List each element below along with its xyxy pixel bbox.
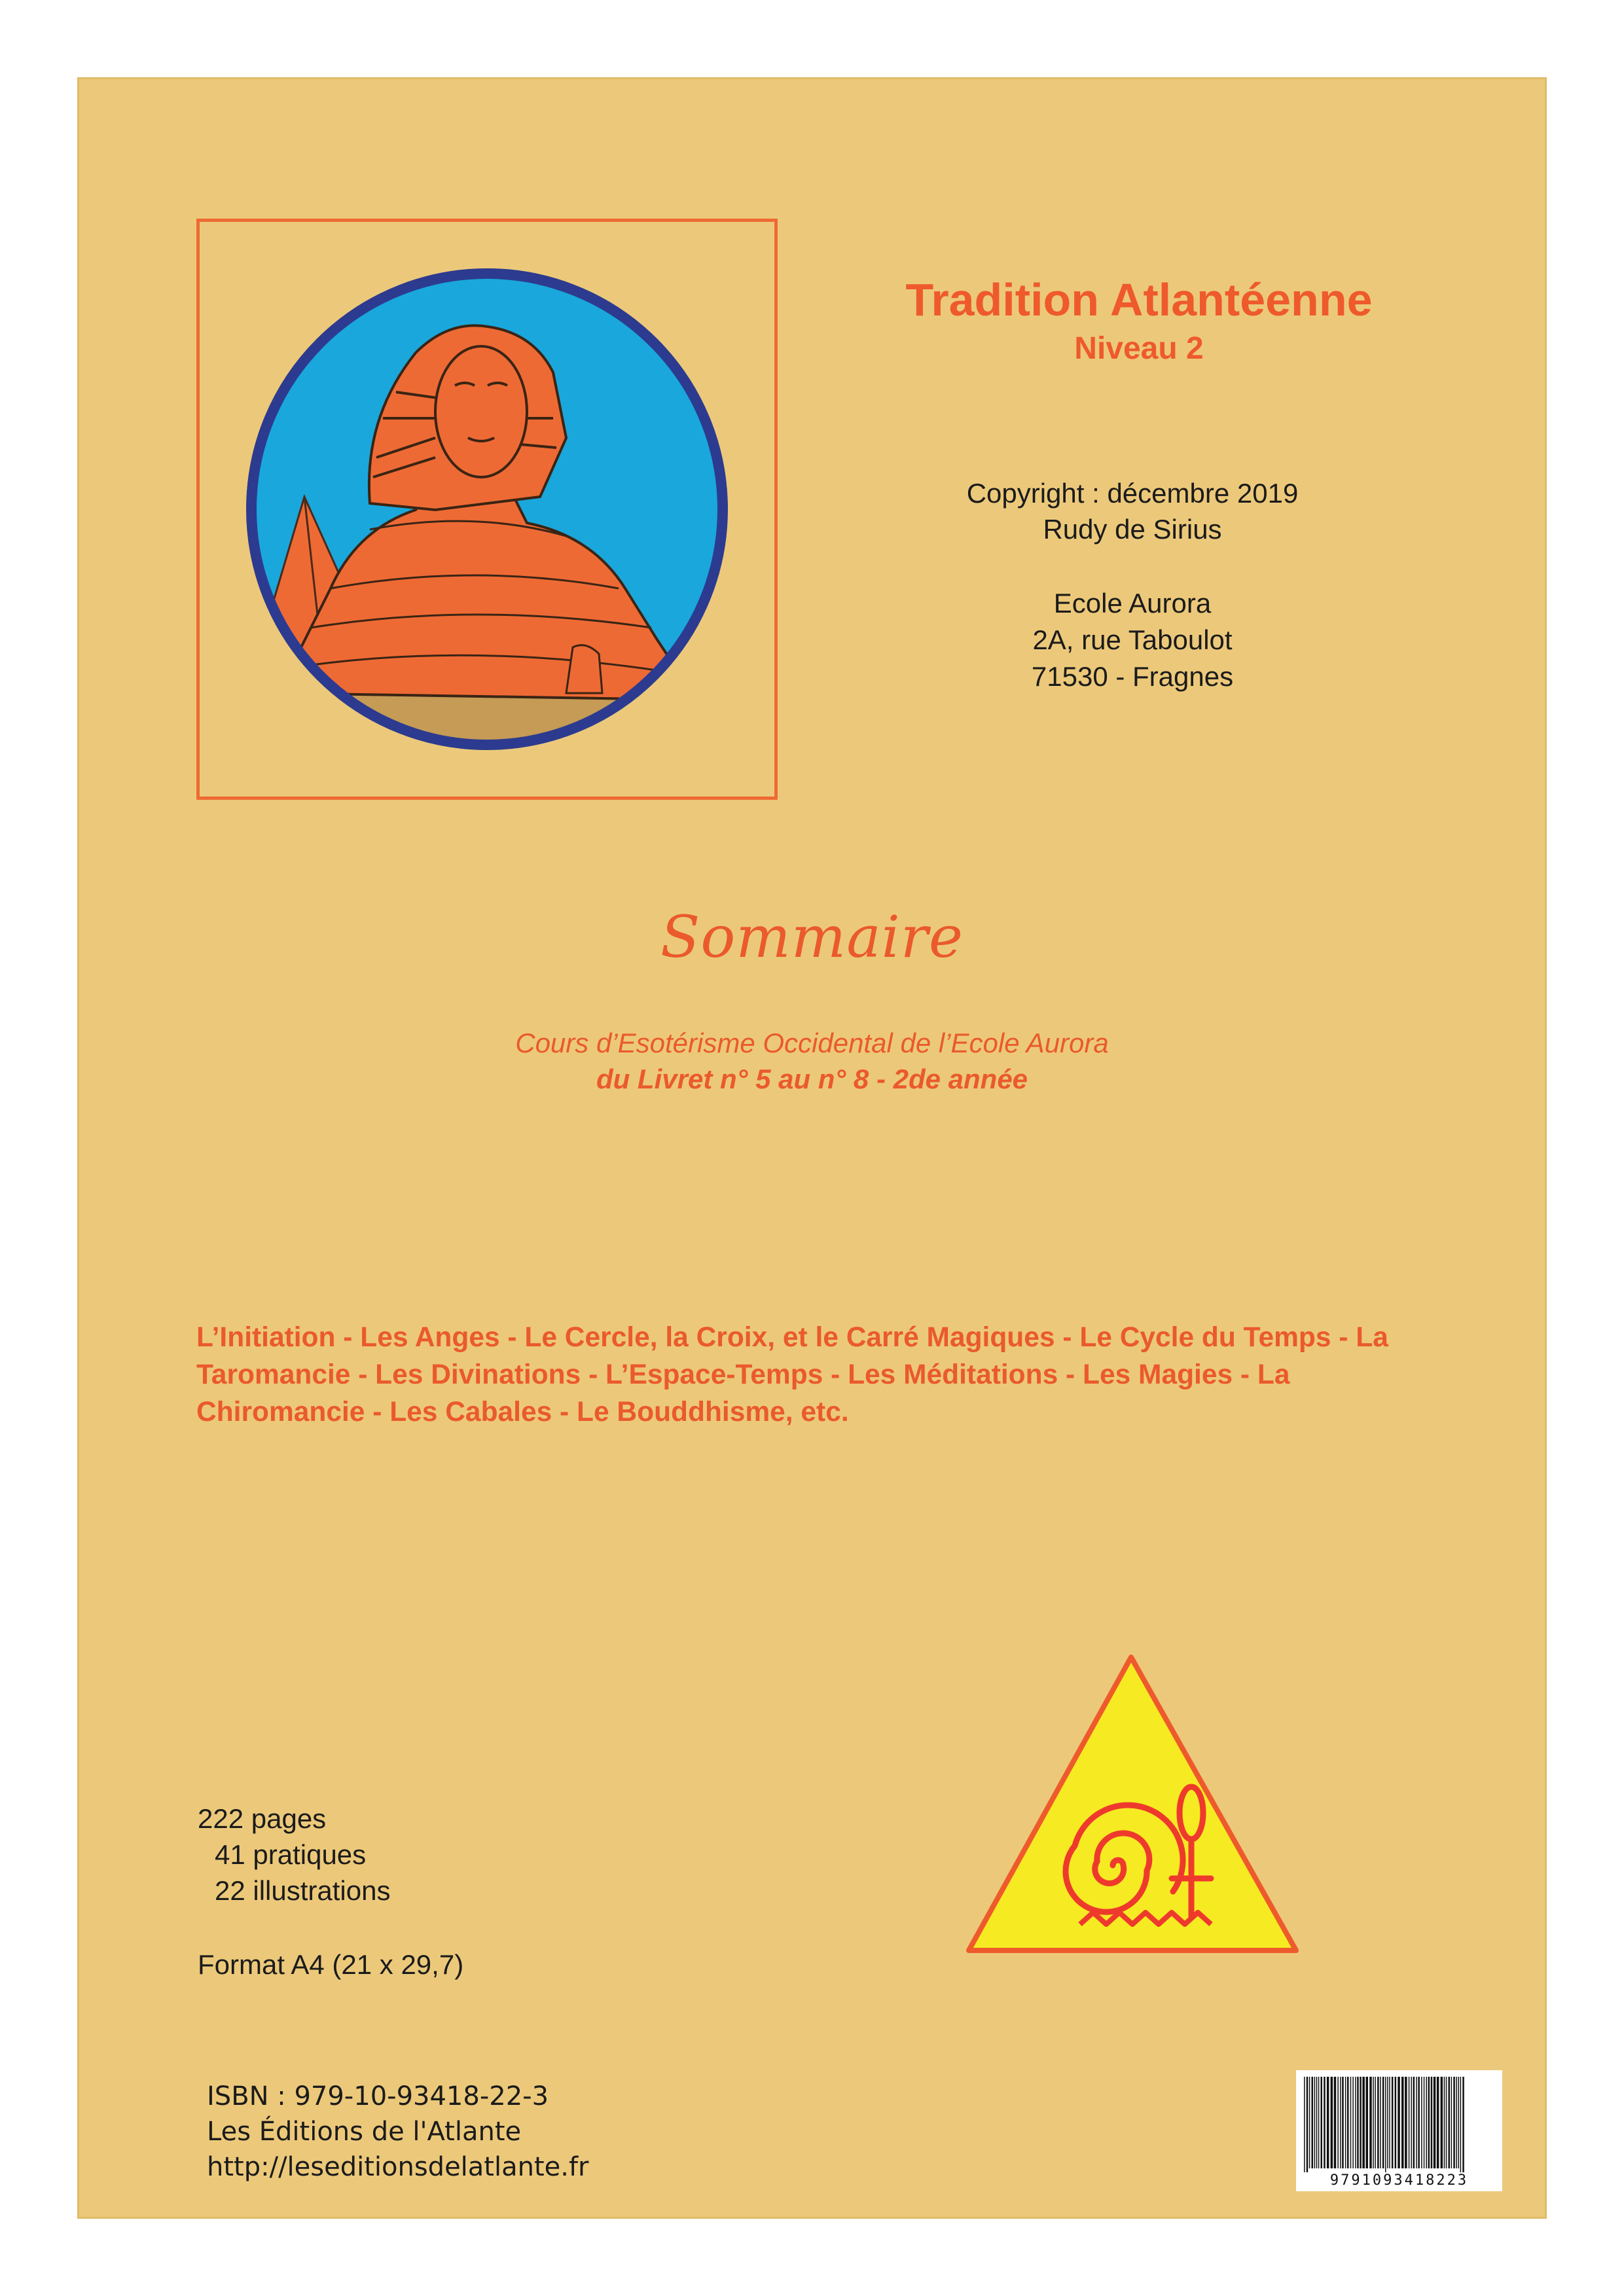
illustration-count: 22 illustrations — [215, 1875, 391, 1906]
page-count: 222 pages — [198, 1803, 327, 1834]
sphinx-emblem-frame — [196, 219, 778, 800]
book-level: Niveau 2 — [1074, 331, 1204, 366]
school-street: 2A, rue Taboulot — [1032, 624, 1233, 655]
book-title: Tradition Atlantéenne — [905, 274, 1373, 325]
publisher-triangle-logo — [962, 1649, 1303, 1957]
school-city: 71530 - Fragnes — [1031, 661, 1234, 692]
sphinx-emblem-image — [200, 222, 774, 797]
booklets-range: du Livret n° 5 au n° 8 - 2de année — [596, 1064, 1028, 1094]
topics-list: L’Initiation - Les Anges - Le Cercle, la Croix, et le Carré Magiques - Le Cycle du Temps - La Taromancie - Les Divinations - L’Espace-Temps - Les Méditations - Les Magies - La Chiromancie - Les Cabales - Le Bouddhisme, etc. — [196, 1322, 1388, 1427]
isbn: ISBN : 979-10-93418-22-3 — [207, 2081, 549, 2111]
book-format: Format A4 (21 x 29,7) — [198, 1949, 464, 1980]
publisher-url: http://leseditionsdelatlante.fr — [207, 2152, 589, 2182]
practice-count: 41 pratiques — [215, 1839, 367, 1870]
school-name: Ecole Aurora — [1053, 588, 1212, 619]
isbn-barcode — [1296, 2070, 1502, 2191]
course-description: Cours d’Esotérisme Occidental de l’Ecole Aurora — [515, 1028, 1109, 1058]
copyright-date: Copyright : décembre 2019 — [966, 478, 1299, 509]
summary-heading: Sommaire — [660, 903, 964, 971]
author-name: Rudy de Sirius — [1043, 514, 1222, 545]
barcode-digits: 9791093418223 — [1299, 2172, 1500, 2189]
publisher-name: Les Éditions de l'Atlante — [207, 2117, 522, 2147]
